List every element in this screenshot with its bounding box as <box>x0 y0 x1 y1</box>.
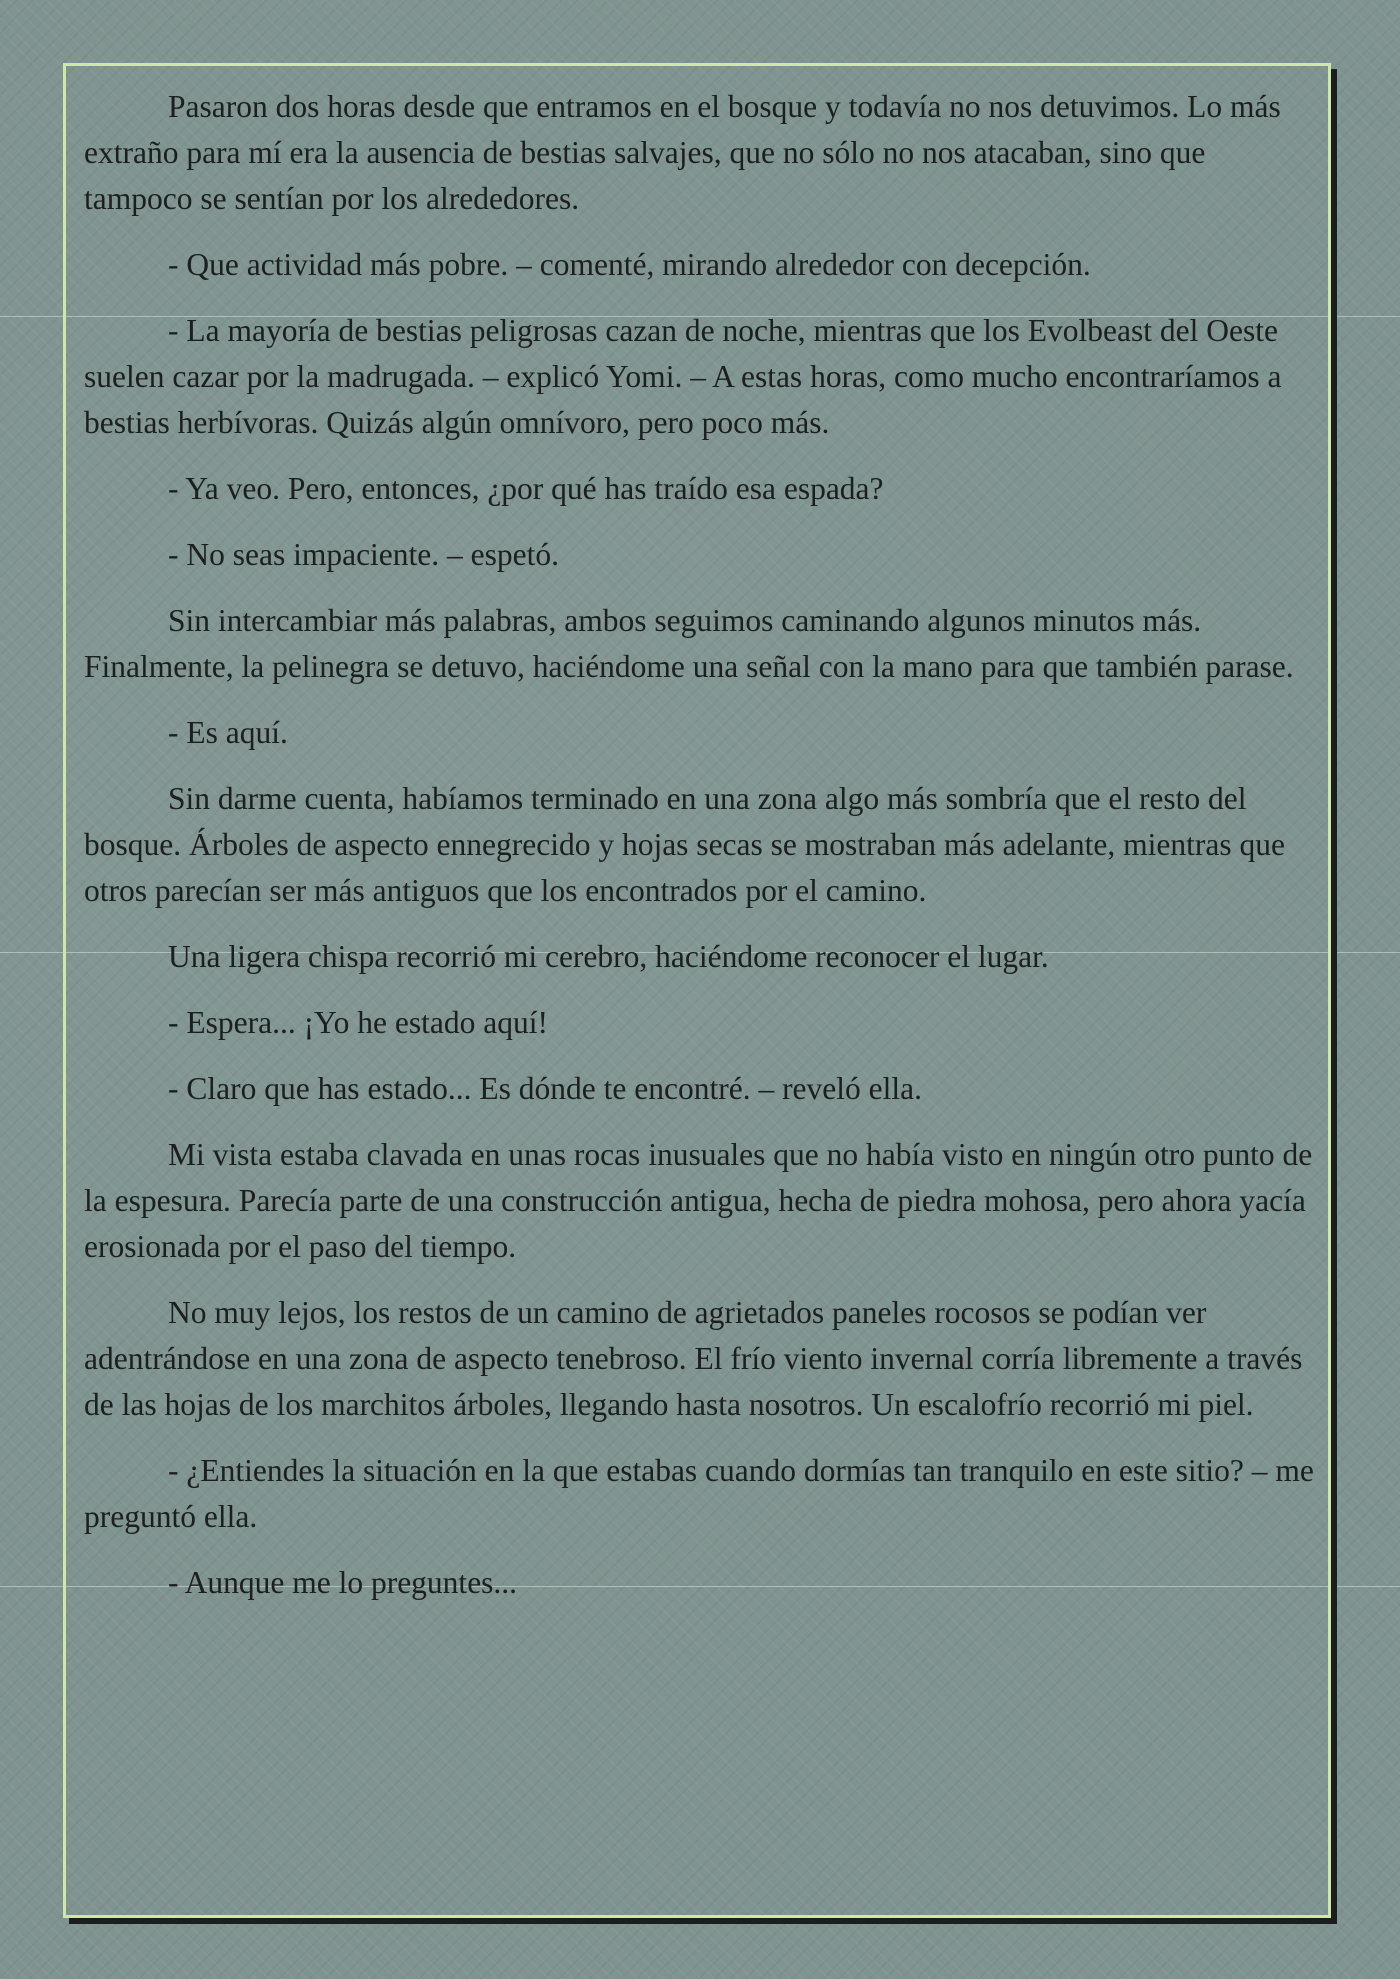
paragraph: Una ligera chispa recorrió mi cerebro, haciéndome reconocer el lugar. <box>168 939 1049 974</box>
paragraph: Mi vista estaba clavada en unas rocas inusuales que no había visto en ningún otro punto de la espesura. Parecía parte de una construcción antigua, hecha de piedra mohosa, pero ahora yacía erosionada por el paso del tiempo. <box>84 1137 1313 1264</box>
paragraph: No muy lejos, los restos de un camino de agrietados paneles rocosos se podían ver adentrándose en una zona de aspecto tenebroso. El frío viento invernal corría libremente a través de las hojas de los marchitos árboles, llegando hasta nosotros. Un escalofrío recorrió mi piel. <box>84 1295 1303 1422</box>
paragraph: - Claro que has estado... Es dónde te encontré. – reveló ella. <box>168 1071 922 1106</box>
paragraph: - Aunque me lo preguntes... <box>168 1565 518 1600</box>
paragraph: Sin darme cuenta, habíamos terminado en una zona algo más sombría que el resto del bosque. Árboles de aspecto ennegrecido y hojas secas se mostraban más adelante, mientras que otros parecían ser más antiguos que los encontrados por el camino. <box>84 781 1285 908</box>
paragraph: Sin intercambiar más palabras, ambos seguimos caminando algunos minutos más. Finalmente, la pelinegra se detuvo, haciéndome una señal con la mano para que también parase. <box>84 603 1294 684</box>
paragraph: - Ya veo. Pero, entonces, ¿por qué has traído esa espada? <box>168 471 884 506</box>
paragraph: Pasaron dos horas desde que entramos en el bosque y todavía no nos detuvimos. Lo más extraño para mí era la ausencia de bestias salvajes, que no sólo no nos atacaban, sino que tampoco se sentían por los alrededores. <box>84 89 1281 216</box>
paragraph: - Es aquí. <box>168 715 288 750</box>
paragraph: - ¿Entiendes la situación en la que estabas cuando dormías tan tranquilo en este sitio? – me preguntó ella. <box>84 1453 1314 1534</box>
paragraph: - La mayoría de bestias peligrosas cazan de noche, mientras que los Evolbeast del Oeste suelen cazar por la madrugada. – explicó Yomi. – A estas horas, como mucho encontraríamos a bestias herbívoras. Quizás algún omnívoro, pero poco más. <box>84 313 1282 440</box>
paragraph: - Espera... ¡Yo he estado aquí! <box>168 1005 548 1040</box>
paragraph: - No seas impaciente. – espetó. <box>168 537 559 572</box>
paragraph: - Que actividad más pobre. – comenté, mirando alrededor con decepción. <box>168 247 1091 282</box>
document-body <box>84 84 1316 1626</box>
